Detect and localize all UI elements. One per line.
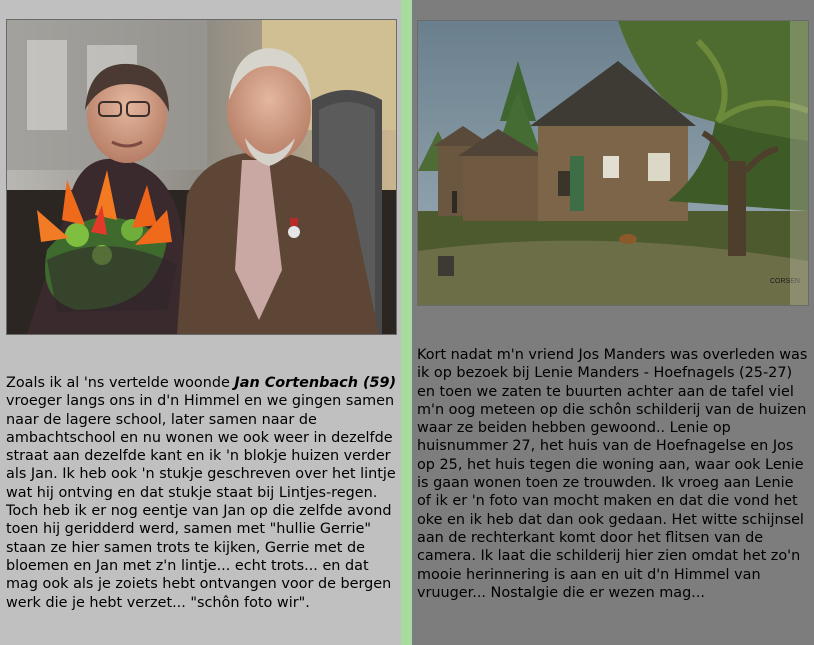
column-divider xyxy=(401,0,412,645)
couple-photo-drawing xyxy=(7,20,396,334)
couple-photo xyxy=(6,19,397,335)
painting-photo xyxy=(417,20,809,306)
left-story-body: vroeger langs ons in d'n Himmel en we gingen samen naar de lagere school, later samen naar de ambachtschool en nu wonen we ook weer in dezelfde straat aan dezelfde kant en ik 'n blokje huizen verder als Jan. Ik heb ook 'n stukje geschreven over het lintje wat hij ontving en dat stukje staat bij Lintjes-regen. Toch heb ik er nog eentje van Jan op die zelfde avond toen hij geridderd werd, samen met "hullie Gerrie" staan ze hier samen trots te kijken, Gerrie met de bloemen en Jan met z'n lintje... echt trots... en dat mag ook als je zoiets hebt ontvangen voor de bergen werk die je hebt verzet... "schôn foto wir". xyxy=(6,393,396,611)
left-story-intro: Zoals ik al 'ns vertelde woonde xyxy=(6,375,235,391)
painting-drawing xyxy=(418,21,808,305)
right-column xyxy=(412,0,814,645)
left-story-text xyxy=(6,374,398,612)
left-column xyxy=(0,0,401,645)
painting-signature: CORSEN xyxy=(770,278,800,285)
person-name-highlight: Jan Cortenbach (59) xyxy=(234,375,397,391)
right-story-text: Kort nadat m'n vriend Jos Manders was overleden was ik op bezoek bij Lenie Manders - Hoefnagels (25-27) en toen we zaten te buurten achter aan de tafel viel m'n oog meteen op die schôn schilderij van de huizen waar ze beiden hebben gewoond.. Lenie op huisnummer 27, het huis van de Hoefnagelse en Jos op 25, het huis tegen die woning aan, waar ook Lenie is gaan wonen toen ze trouwden. Ik vroeg aan Lenie of ik er 'n foto van mocht maken en dat die vond het oke en ik heb dat dan ook gedaan. Het witte schijnsel aan de rechterkant komt door het flitsen van de camera. Ik laat die schilderij hier zien omdat het zo'n mooie herinnering is aan en uit d'n Himmel van vruuger... Nostalgie die er wezen mag... xyxy=(417,347,808,601)
